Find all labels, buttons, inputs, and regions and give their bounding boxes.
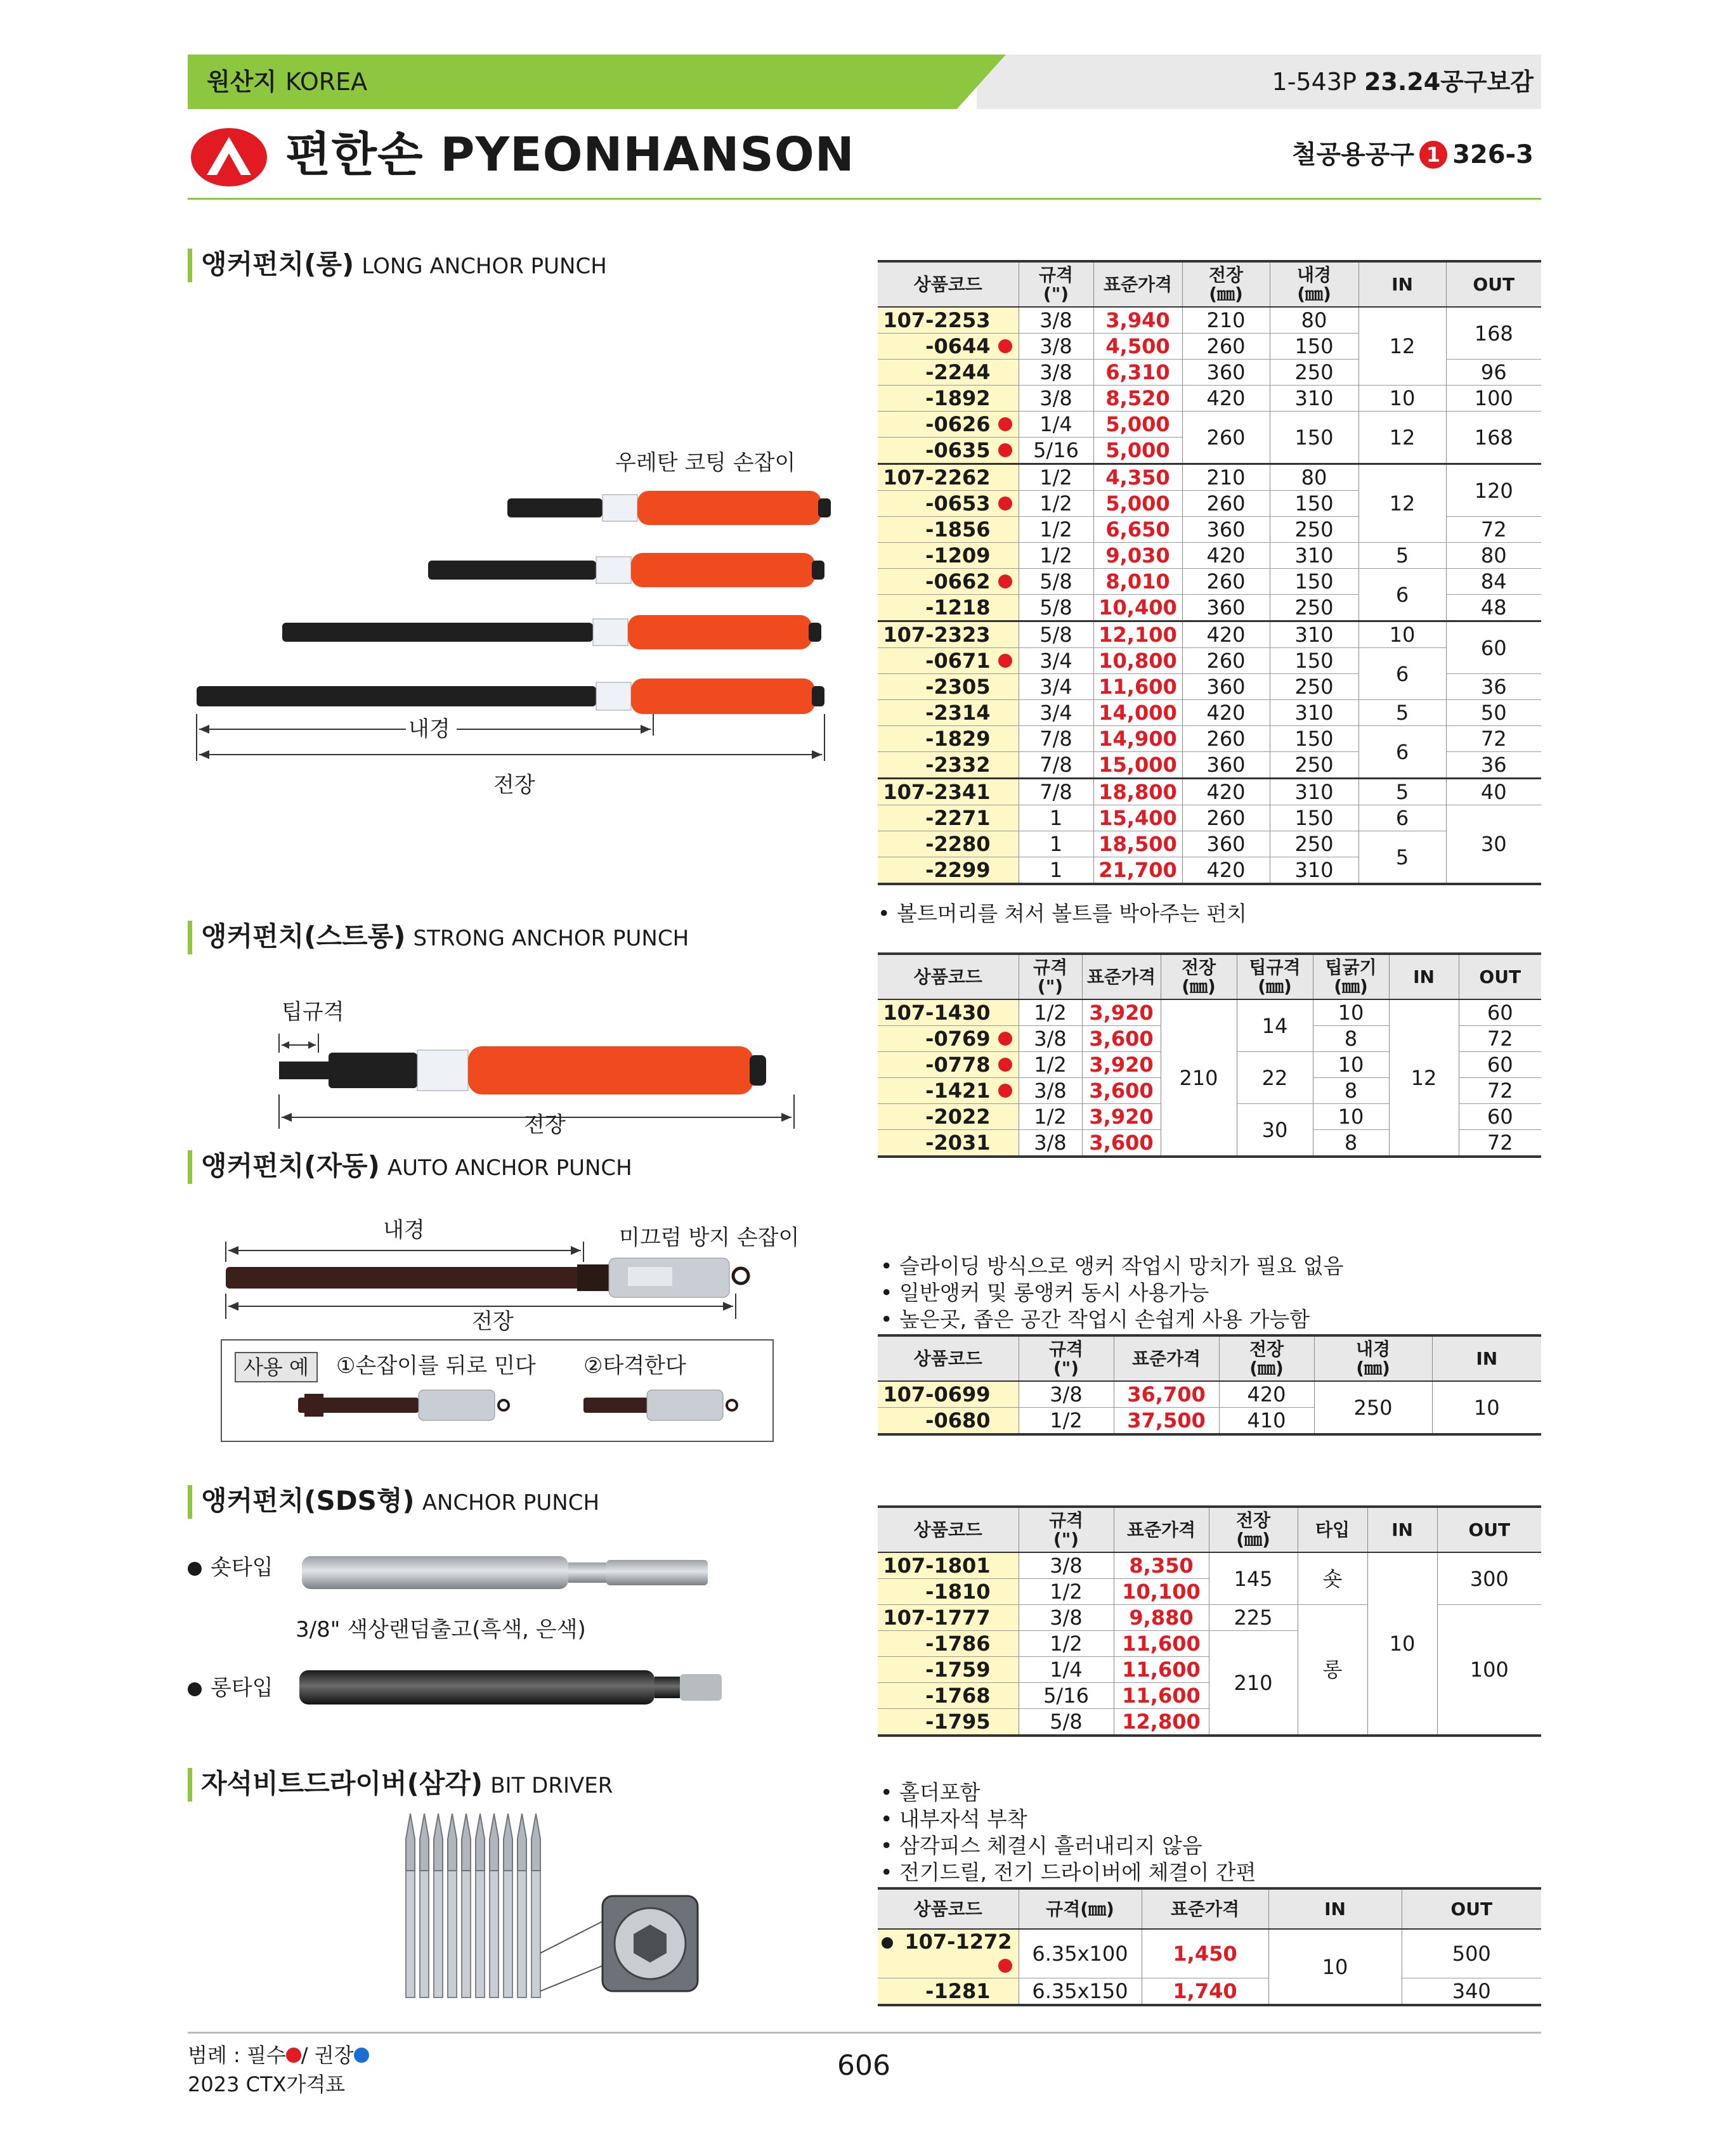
- sds-color-note: 3/8" 색상랜덤출고(흑색, 은색): [296, 1617, 586, 1642]
- table-row: -2280 1 18,500 360 250 5: [878, 831, 1541, 857]
- long-punch-illustration: [190, 482, 837, 786]
- page-number: 606: [837, 2049, 890, 2082]
- table-row: 107-2323 5/8 12,100 420 310 10 60: [878, 621, 1541, 648]
- table-row: -1421 3/8 3,600 8 72: [878, 1078, 1541, 1104]
- required-dot-icon: [998, 1058, 1012, 1072]
- col-in: IN: [1268, 1888, 1402, 1929]
- label-tip-size: 팁규격: [282, 999, 344, 1025]
- label-auto-inner: 내경: [383, 1218, 425, 1243]
- strong-anchor-table: [878, 952, 1541, 1158]
- category-label: 철공용공구: [1291, 140, 1415, 169]
- section-title-strong: 앵커펀치(스트롱) STRONG ANCHOR PUNCH: [188, 921, 689, 954]
- section-title-auto: 앵커펀치(자동) AUTO ANCHOR PUNCH: [188, 1150, 632, 1184]
- required-dot-icon: [998, 575, 1012, 588]
- col-spec: 규격 ("): [1019, 1335, 1114, 1381]
- col-length: 전장 (㎜): [1182, 261, 1270, 307]
- col-spec: 규격 ("): [1019, 261, 1093, 307]
- col-in: IN: [1432, 1335, 1541, 1381]
- bit-driver-table: [878, 1887, 1541, 2006]
- table-row: 107-1430 1/2 3,920 210 14 10 12 60: [878, 999, 1541, 1026]
- col-price: 표준가격: [1114, 1507, 1209, 1552]
- required-dot-icon: [998, 1084, 1012, 1098]
- legend: [188, 2042, 369, 2068]
- usage-illustration: [292, 1382, 761, 1427]
- sds-long-illustration: [296, 1655, 727, 1718]
- label-anti-slip-grip: 미끄럼 방지 손잡이: [619, 1225, 800, 1250]
- table-row: 107-2341 7/8 18,800 420 310 5 40: [878, 779, 1541, 805]
- table-row: -2022 1/2 3,920 30 10 60: [878, 1104, 1541, 1130]
- label-total-length: 전장: [493, 772, 535, 798]
- required-dot-icon: [998, 1959, 1012, 1973]
- table-row: -1810 1/2 10,100: [878, 1579, 1541, 1605]
- label-long-type: 롱타입: [188, 1675, 273, 1701]
- table-row: -0626 1/4 5,000 260 150 12 168: [878, 412, 1541, 438]
- page-ref-book: 23.24공구보감: [1364, 68, 1534, 96]
- table-row: -1892 3/8 8,520 420 310 10 100: [878, 386, 1541, 412]
- auto-note-1: • 슬라이딩 방식으로 앵커 작업시 망치가 필요 없음: [880, 1254, 1344, 1278]
- col-spec: 규격 ("): [1019, 954, 1082, 999]
- long-note: • 볼트머리를 쳐서 볼트를 박아주는 펀치: [878, 901, 1247, 926]
- col-out: OUT: [1402, 1888, 1541, 1929]
- table-row: -2031 3/8 3,600 8 72: [878, 1130, 1541, 1157]
- section-title-long: 앵커펀치(롱) LONG ANCHOR PUNCH: [188, 249, 607, 282]
- brand-name: 편한손 PYEONHANSON: [285, 127, 855, 182]
- category-code: 326-3: [1452, 140, 1534, 169]
- col-type: 타입: [1298, 1507, 1367, 1552]
- category: [1292, 137, 1534, 172]
- table-row: -1759 1/4 11,600: [878, 1657, 1541, 1683]
- table-row: -0653 1/2 5,000 260 150: [878, 491, 1541, 517]
- table-row: -0671 3/4 10,800 260 150 6: [878, 648, 1541, 674]
- label-auto-total: 전장: [472, 1309, 514, 1334]
- required-dot-icon: [998, 339, 1012, 353]
- col-out: OUT: [1446, 261, 1541, 307]
- table-row: -1786 1/2 11,600 210: [878, 1631, 1541, 1657]
- table-row: -2332 7/8 15,000 360 250 36: [878, 752, 1541, 779]
- auto-note-2: • 일반앵커 및 롱앵커 동시 사용가능: [880, 1280, 1209, 1305]
- col-spec: 규격(㎜): [1019, 1888, 1142, 1929]
- origin-label: 원산지: [207, 68, 277, 96]
- label-short-type: 숏타입: [188, 1555, 273, 1580]
- table-row: 107-1272 6.35x100 1,450 10 500: [878, 1929, 1541, 1978]
- col-spec: 규격 ("): [1019, 1507, 1114, 1552]
- table-row: -2305 3/4 11,600 360 250 36: [878, 674, 1541, 700]
- table-row: -2271 1 15,400 260 150 6 30: [878, 805, 1541, 831]
- table-row: -0635 5/16 5,000: [878, 438, 1541, 464]
- bullet-icon: [188, 1562, 202, 1576]
- col-code: 상품코드: [878, 954, 1019, 999]
- col-in: IN: [1358, 261, 1446, 307]
- table-row: -1795 5/8 12,800: [878, 1709, 1541, 1736]
- table-row: 107-1801 3/8 8,350 145 숏 10 300: [878, 1552, 1541, 1579]
- category-badge: 1: [1419, 141, 1447, 169]
- legend-recommended-label: / 권장: [301, 2043, 354, 2067]
- col-inner: 내경 (㎜): [1270, 261, 1358, 307]
- legend-required-label: 범례 : 필수: [188, 2043, 286, 2067]
- required-dot-icon: [286, 2048, 301, 2063]
- table-row: -0680 1/2 37,500 410: [878, 1408, 1541, 1435]
- bullet-icon: [188, 1682, 202, 1696]
- sds-short-illustration: [298, 1543, 717, 1601]
- table-row: -1768 5/16 11,600: [878, 1683, 1541, 1709]
- bit-note-3: • 삼각피스 체결시 흘러내리지 않음: [880, 1833, 1202, 1858]
- table-row: -1829 7/8 14,900 260 150 6 72: [878, 726, 1541, 752]
- col-inner: 내경 (㎜): [1314, 1335, 1432, 1381]
- col-price: 표준가격: [1142, 1888, 1268, 1929]
- col-in: IN: [1389, 954, 1459, 999]
- col-price: 표준가격: [1114, 1335, 1219, 1381]
- required-dot-icon: [998, 497, 1012, 510]
- table-row: -2314 3/4 14,000 420 310 5 50: [878, 700, 1541, 726]
- table-row: -2299 1 21,700 420 310: [878, 857, 1541, 885]
- required-dot-icon: [998, 443, 1012, 457]
- col-out: OUT: [1437, 1507, 1541, 1552]
- table-row: -1281 6.35x150 1,740 340: [878, 1978, 1541, 2006]
- recommended-dot-icon: [354, 2048, 369, 2063]
- col-code: 상품코드: [878, 261, 1019, 307]
- col-price: 표준가격: [1093, 261, 1182, 307]
- col-tip-thick: 팁굵기 (㎜): [1313, 954, 1389, 999]
- col-tip-size: 팁규격 (㎜): [1237, 954, 1313, 999]
- page-ref-page: 1-543P: [1272, 68, 1357, 96]
- footer-divider: [188, 2032, 1541, 2034]
- label-inner-length: 내경: [408, 717, 450, 742]
- label-urethane-handle: 우레탄 코팅 손잡이: [615, 450, 796, 476]
- col-length: 전장 (㎜): [1219, 1335, 1314, 1381]
- col-price: 표준가격: [1082, 954, 1161, 999]
- page-reference: [1272, 55, 1534, 109]
- required-dot-icon: [998, 417, 1012, 431]
- usage-step-2: ②타격한다: [583, 1353, 686, 1379]
- section-title-sds: 앵커펀치(SDS형) ANCHOR PUNCH: [188, 1485, 599, 1519]
- origin-value: KOREA: [285, 68, 368, 96]
- table-row: -1209 1/2 9,030 420 310 5 80: [878, 543, 1541, 569]
- table-row: -0778 1/2 3,920 22 10 60: [878, 1052, 1541, 1078]
- table-row: 107-0699 3/8 36,700 420 250 10: [878, 1381, 1541, 1408]
- col-out: OUT: [1459, 954, 1541, 999]
- usage-step-1: ①손잡이를 뒤로 민다: [336, 1353, 536, 1379]
- bullet-icon: [882, 1937, 893, 1949]
- long-anchor-table: [878, 260, 1541, 885]
- col-length: 전장 (㎜): [1209, 1507, 1298, 1552]
- col-code: 상품코드: [878, 1507, 1019, 1552]
- col-length: 전장 (㎜): [1161, 954, 1237, 999]
- table-row: -0662 5/8 8,010 260 150 6 84: [878, 569, 1541, 595]
- table-row: 107-2253 3/8 3,940 210 80 12 168: [878, 307, 1541, 334]
- brand-logo-icon: [188, 126, 270, 186]
- bit-driver-illustration: [393, 1801, 710, 2010]
- col-code: 상품코드: [878, 1335, 1019, 1381]
- table-row: -0769 3/8 3,600 8 72: [878, 1026, 1541, 1052]
- catalog-name: 2023 CTX가격표: [188, 2072, 346, 2096]
- table-row: 107-1777 3/8 9,880 225 롱 100: [878, 1605, 1541, 1631]
- table-row: -1856 1/2 6,650 360 250 72: [878, 517, 1541, 543]
- header-divider: [188, 198, 1541, 200]
- label-strong-total: 전장: [524, 1112, 566, 1138]
- required-dot-icon: [998, 1032, 1012, 1046]
- usage-tag: 사용 예: [235, 1352, 318, 1382]
- table-row: 107-2262 1/2 4,350 210 80 12 120: [878, 464, 1541, 491]
- section-title-bit: 자석비트드라이버(삼각) BIT DRIVER: [188, 1768, 613, 1802]
- bit-note-4: • 전기드릴, 전기 드라이버에 체결이 간편: [880, 1860, 1256, 1885]
- col-in: IN: [1367, 1507, 1437, 1552]
- bit-note-2: • 내부자석 부착: [880, 1807, 1027, 1831]
- table-row: -2244 3/8 6,310 360 250 96: [878, 360, 1541, 386]
- required-dot-icon: [998, 654, 1012, 668]
- table-row: -0644 3/8 4,500 260 150: [878, 334, 1541, 360]
- auto-anchor-table: [878, 1334, 1541, 1436]
- auto-note-3: • 높은곳, 좁은 공간 작업시 손쉽게 사용 가능함: [880, 1307, 1310, 1332]
- col-code: 상품코드: [878, 1888, 1019, 1929]
- bit-note-1: • 홀더포함: [880, 1780, 981, 1805]
- sds-anchor-table: [878, 1505, 1541, 1737]
- table-row: -1218 5/8 10,400 360 250 48: [878, 595, 1541, 621]
